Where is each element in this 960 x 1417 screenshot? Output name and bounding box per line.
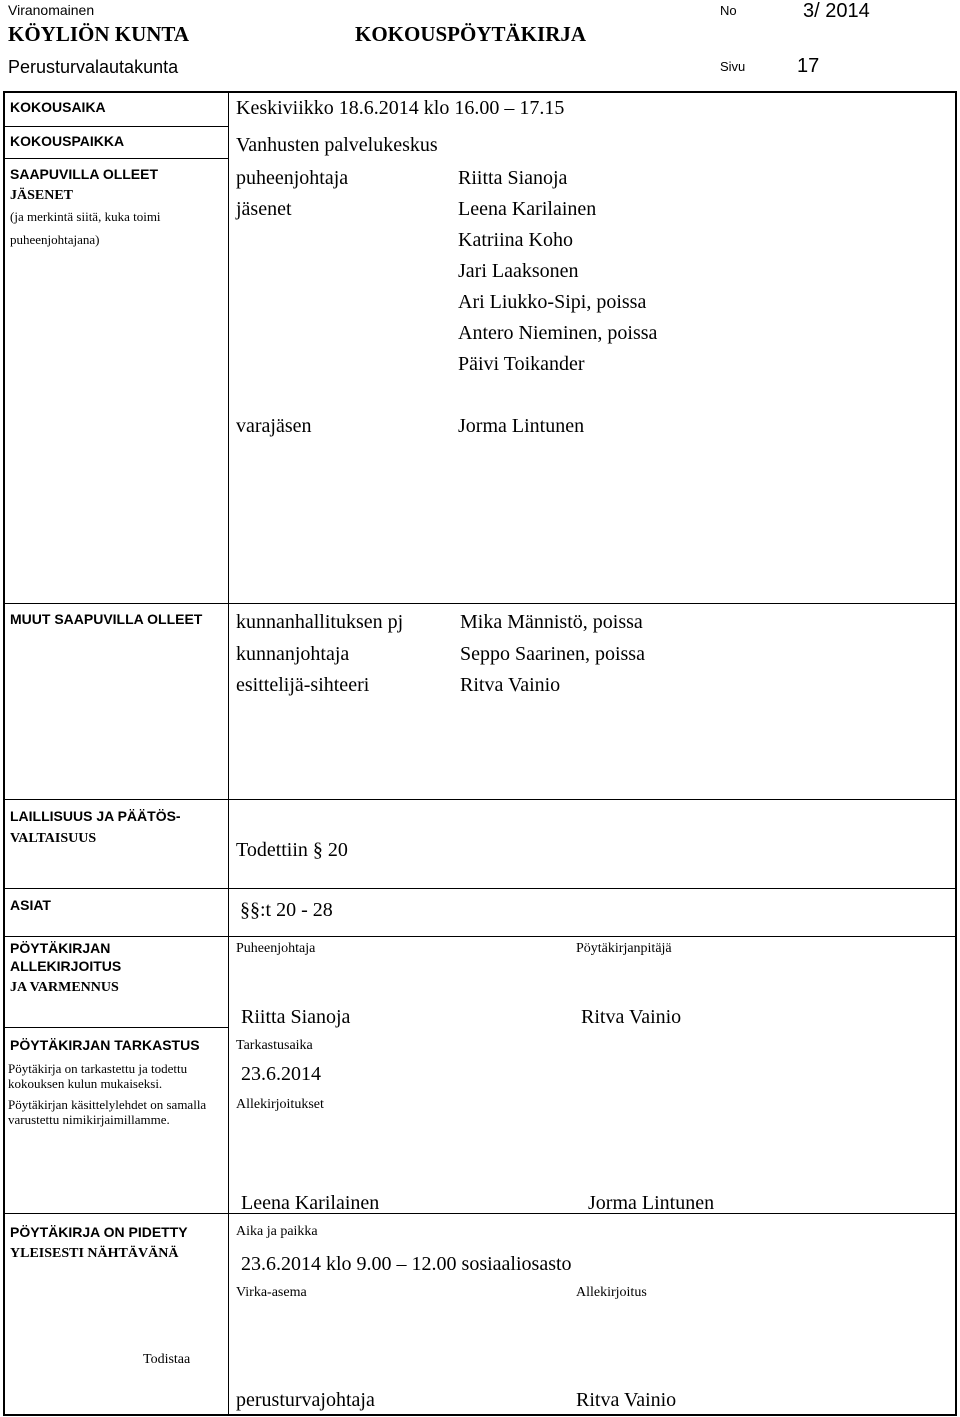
other-role: kunnanhallituksen pj — [236, 611, 404, 633]
legality-label-2: VALTAISUUS — [10, 831, 97, 846]
member-name: Antero Nieminen, poissa — [458, 322, 658, 344]
members-label: JÄSENET — [10, 188, 74, 203]
document-type: KOKOUSPÖYTÄKIRJA — [355, 22, 587, 46]
deputy-name: Jorma Lintunen — [458, 415, 585, 437]
matters-value: §§:t 20 - 28 — [240, 899, 333, 921]
reviewer-1: Leena Karilainen — [241, 1192, 380, 1214]
page-value: 17 — [797, 55, 820, 77]
signing-secretary-name: Ritva Vainio — [581, 1006, 682, 1028]
review-time-value: 23.6.2014 — [241, 1063, 321, 1085]
public-label-1: PÖYTÄKIRJA ON PIDETTY — [10, 1224, 188, 1240]
column-divider — [228, 91, 229, 1416]
rule-1 — [3, 126, 229, 127]
other-name: Ritva Vainio — [460, 674, 561, 696]
frame-top — [3, 91, 957, 93]
rule-7 — [3, 1027, 229, 1028]
rule-4-full — [3, 799, 957, 800]
rule-8-full — [3, 1213, 957, 1214]
page-label: Sivu — [720, 59, 746, 74]
rule-5-full — [3, 888, 957, 889]
signing-label-3: JA VARMENNUS — [10, 980, 119, 995]
signatures-caption: Allekirjoitukset — [236, 1097, 324, 1112]
members-role: jäsenet — [236, 198, 292, 220]
certify-label: Todistaa — [143, 1352, 191, 1367]
chair-name: Riitta Sianoja — [458, 167, 568, 189]
municipality-name: KÖYLIÖN KUNTA — [8, 22, 190, 46]
matters-label: ASIAT — [10, 897, 51, 913]
authority-type: Viranomainen — [8, 2, 95, 18]
public-label-2: YLEISESTI NÄHTÄVÄNÄ — [10, 1246, 179, 1261]
rule-6-full — [3, 936, 957, 937]
position-caption: Virka-asema — [236, 1285, 307, 1300]
member-name: Ari Liukko-Sipi, poissa — [458, 291, 647, 313]
review-note-2b: varustettu nimikirjaimillamme. — [8, 1112, 170, 1127]
chair-note-2: puheenjohtajana) — [10, 232, 100, 247]
deputy-role: varajäsen — [236, 415, 312, 437]
reviewer-2: Jorma Lintunen — [588, 1192, 715, 1214]
board-name: Perusturvalautakunta — [8, 57, 179, 77]
review-label: PÖYTÄKIRJAN TARKASTUS — [10, 1037, 200, 1053]
review-note-1b: kokouksen kulun mukaiseksi. — [8, 1076, 163, 1091]
member-name: Leena Karilainen — [458, 198, 597, 220]
other-role: kunnanjohtaja — [236, 643, 350, 665]
rule-2 — [3, 158, 229, 159]
others-present-label: MUUT SAAPUVILLA OLLEET — [10, 611, 203, 627]
chair-role: puheenjohtaja — [236, 167, 349, 189]
signing-chair-name: Riitta Sianoja — [241, 1006, 351, 1028]
member-name: Katriina Koho — [458, 229, 573, 251]
chair-note-1: (ja merkintä siitä, kuka toimi — [10, 209, 161, 224]
frame-bottom — [3, 1414, 957, 1416]
time-place-value: 23.6.2014 klo 9.00 – 12.00 sosiaaliosasto — [241, 1253, 572, 1275]
public-signer: Ritva Vainio — [576, 1389, 677, 1411]
signature-caption: Allekirjoitus — [576, 1285, 647, 1300]
other-role: esittelijä-sihteeri — [236, 674, 370, 696]
meeting-place-value: Vanhusten palvelukeskus — [236, 134, 438, 156]
present-label: SAAPUVILLA OLLEET — [10, 166, 159, 182]
member-name: Jari Laaksonen — [458, 260, 579, 282]
member-name: Päivi Toikander — [458, 353, 585, 375]
other-name: Seppo Saarinen, poissa — [460, 643, 645, 665]
number-label: No — [720, 3, 737, 18]
signing-label-2: ALLEKIRJOITUS — [10, 958, 122, 974]
frame-left — [3, 91, 5, 1416]
rule-3-full — [3, 603, 957, 604]
position-value: perusturvajohtaja — [236, 1389, 375, 1411]
signing-label-1: PÖYTÄKIRJAN — [10, 940, 111, 956]
review-note-1a: Pöytäkirja on tarkastettu ja todettu — [8, 1061, 188, 1076]
review-note-2a: Pöytäkirjan käsittelylehdet on samalla — [8, 1097, 207, 1112]
time-place-caption: Aika ja paikka — [236, 1224, 318, 1239]
meeting-time-value: Keskiviikko 18.6.2014 klo 16.00 – 17.15 — [236, 97, 565, 119]
meeting-place-label: KOKOUSPAIKKA — [10, 133, 125, 149]
number-value: 3/ 2014 — [803, 0, 870, 22]
secretary-caption: Pöytäkirjanpitäjä — [576, 941, 672, 956]
legality-label-1: LAILLISUUS JA PÄÄTÖS- — [10, 808, 181, 824]
legality-value: Todettiin § 20 — [236, 839, 348, 861]
chair-caption: Puheenjohtaja — [236, 941, 316, 956]
frame-right — [955, 91, 957, 1416]
review-time-caption: Tarkastusaika — [236, 1038, 313, 1053]
other-name: Mika Männistö, poissa — [460, 611, 643, 633]
meeting-time-label: KOKOUSAIKA — [10, 99, 106, 115]
